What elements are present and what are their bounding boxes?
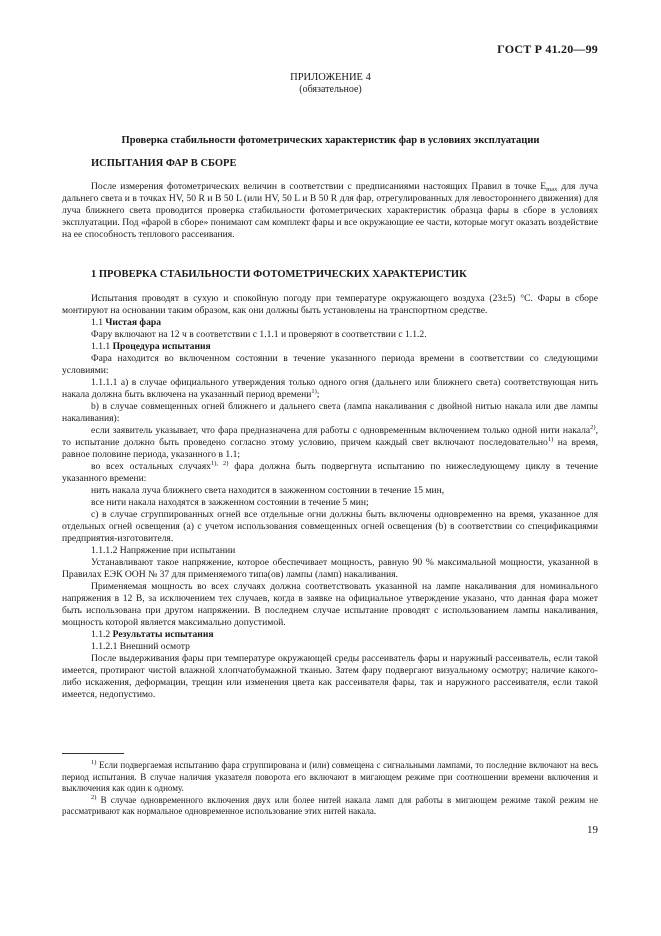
paragraph: если заявитель указывает, что фара предназначена для работы с одновременным включением только одной нити накала$^{2)}$, то испытание должно быть проведено согласно этому условию, причем каждый свет включают последовательно$^{1)}$ на время, равное половине периода, указанного в 1.1; — [62, 424, 598, 460]
paragraph: После выдерживания фары при температуре окружающей среды рассеиватель фары и наружный рассеиватель, если такой имеется, протирают чистой влажной хлопчатобумажной тканью. Затем фару подвергают визуальному осмотру; наличие какого-либо искажения, деформации, трещин или изменения цвета как рассеивателя фары, так и наружного рассеивателя, если такой имеется, недопустимо. — [62, 653, 598, 700]
paragraph: b) в случае совмещенных огней ближнего и дальнего света (лампа накаливания с двойной нитью накала или две лампы накаливания): — [62, 401, 598, 424]
subheading-1-1: 1.1 Чистая фара — [91, 317, 161, 328]
intro-text: После измерения фотометрических величин в соответствии с предписаниями настоящих Правил в точке $E_{max}$ для луча дальнего света и в точках HV, 50 R и B 50 L (или HV, 50 L и B 50 R для фар, отрегулированных для левостороннего движения) для луча ближнего света проводится проверка стабильности фотометрических характеристик образца фары в сборе в условиях эксплуатации. Под «фарой в сборе» понимают сам комплект фары и все окружающие ее части, которые могут оказать воздействие на ее способность теплового рассеивания. — [62, 181, 598, 240]
footnotes — [62, 760, 598, 818]
footnote-divider — [62, 753, 124, 754]
paragraph: 1.1.2.1 Внешний осмотр — [91, 641, 190, 652]
section-1-body — [62, 293, 598, 701]
paragraph: Устанавливают такое напряжение, которое обеспечивает мощность, равную 90 % максимальной мощности, указанной в Правилах ЕЭК ООН № 37 для применяемого типа(ов) лампы (ламп) накаливания. — [62, 557, 598, 580]
paragraph: Применяемая мощность во всех случаях должна соответствовать указанной на лампе накаливания для номинального напряжения в 12 В, за исключением тех случаев, когда в заявке на официальное утверждение указано, что данная фара может быть использована при другом напряжении. В последнем случае испытание проводят с использованием лампы накаливания, мощность которой является максимально допустимой. — [62, 581, 598, 628]
appendix-title: Проверка стабильности фотометрических характеристик фар в условиях эксплуатации — [121, 135, 540, 146]
paragraph: Фара находится во включенном состоянии в течение указанного периода времени в соответствии со следующими условиями: — [62, 353, 598, 376]
paragraph: 1.1.1.2 Напряжение при испытании — [91, 545, 236, 556]
paragraph: Фару включают на 12 ч в соответствии с 1.1.1 и проверяют в соответствии с 1.1.2. — [91, 329, 427, 340]
paragraph: 1.1.1.1 а) в случае официального утверждения только одного огня (дальнего или ближнего света) соответствующая нить накала должна быть включена на указанный период времени$^{1)}$; — [62, 377, 598, 400]
appendix-heading — [0, 72, 661, 96]
page-number: 19 — [587, 824, 598, 836]
paragraph: во всех остальных случаях$^{1), 2)}$ фара должна быть подвергнута испытанию по нижеследующему циклу в течение указанного времени: — [62, 460, 598, 484]
appendix-label: ПРИЛОЖЕНИЕ 4 — [290, 72, 371, 83]
paragraph: с) в случае сгруппированных огней все отдельные огни должны быть включены одновременно на время, указанное для отдельных огней освещения (а) с учетом использования совмещенных огней освещения (b) в соответствии со спецификациями предприятия-изготовителя. — [62, 509, 598, 544]
subheading-1-1-1: 1.1.1 Процедура испытания — [91, 341, 211, 352]
appendix-status: (обязательное) — [299, 84, 362, 95]
subheading-1-1-2: 1.1.2 Результаты испытания — [91, 629, 214, 640]
section-heading-assembled: ИСПЫТАНИЯ ФАР В СБОРЕ — [91, 158, 237, 169]
paragraph: Испытания проводят в сухую и спокойную погоду при температуре окружающего воздуха (23±5) °С. Фары в сборе монтируют на основании таким образом, как они должны быть установлены на транспортном средстве. — [62, 293, 598, 316]
standard-number: ГОСТ Р 41.20—99 — [497, 42, 598, 56]
section-heading-1: 1 ПРОВЕРКА СТАБИЛЬНОСТИ ФОТОМЕТРИЧЕСКИХ ХАРАКТЕРИСТИК — [91, 269, 467, 280]
footnote-1: $^{1)}$ Если подвергаемая испытанию фара сгруппирована и (или) совмещена с сигнальными лампами, то последние включают на весь период испытания. В случае наличия указателя поворота его включают в мигающем режиме при соотношении времени включения и выключения как один к одному. — [62, 759, 598, 793]
footnote-2: $^{2)}$ В случае одновременного включения двух или более нитей накала ламп для работы в мигающем режиме такой режим не рассматривают как нормальное одновременное использование этих нитей накала. — [62, 793, 598, 816]
paragraph: все нити накала находятся в зажженном состоянии в течение 5 мин; — [91, 497, 369, 508]
paragraph: нить накала луча ближнего света находится в зажженном состоянии в течение 15 мин, — [91, 485, 445, 496]
intro-paragraph — [62, 181, 598, 241]
